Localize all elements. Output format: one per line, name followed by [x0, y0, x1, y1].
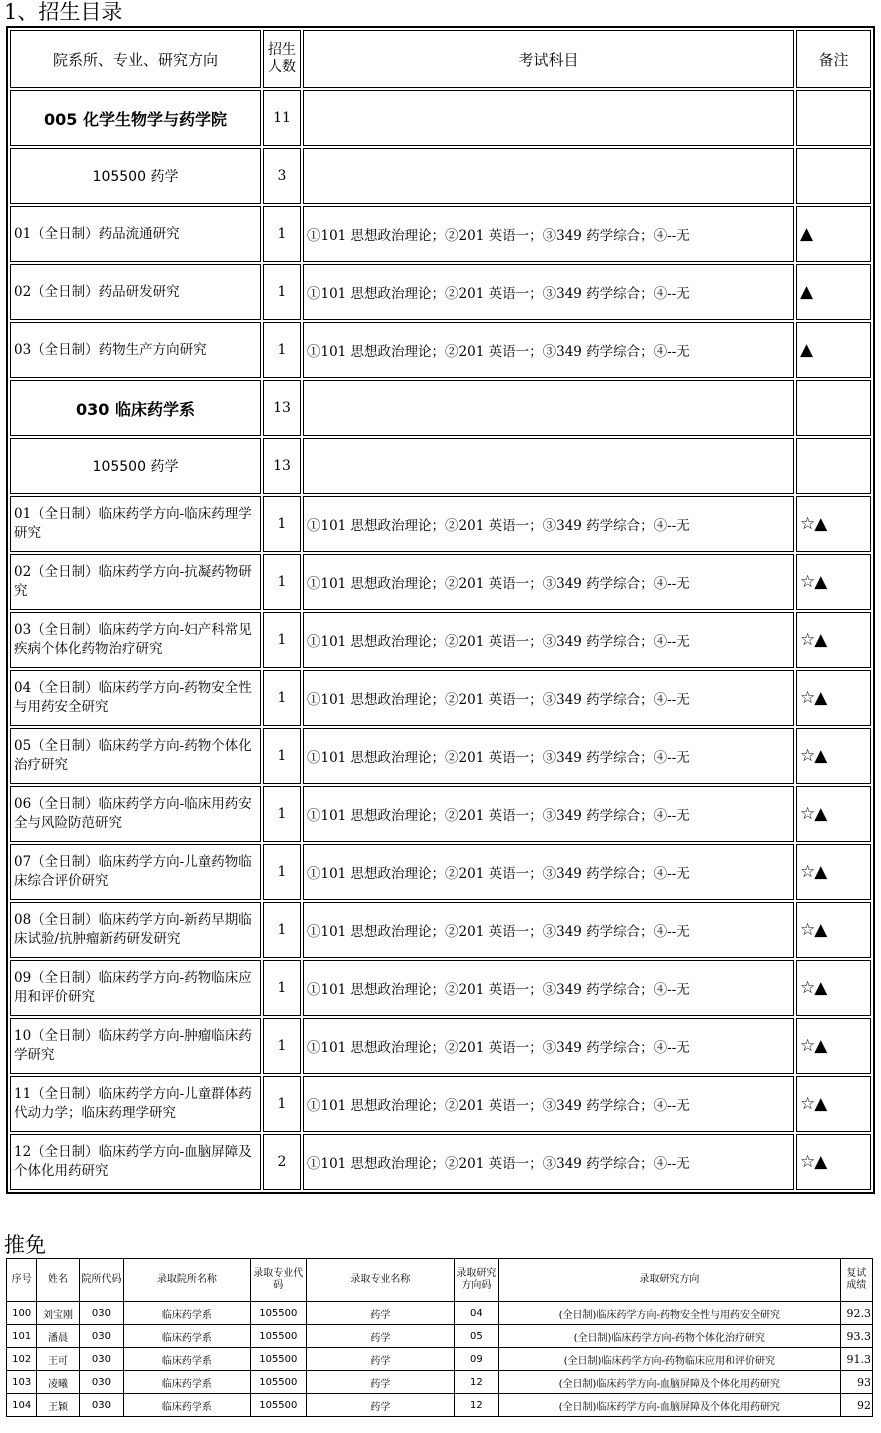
catalog-row-dept: [10, 380, 871, 436]
admission-row: [7, 1302, 873, 1325]
catalog-count-cell: 1: [263, 1018, 301, 1074]
catalog-program-cell: 105500 药学: [10, 438, 261, 494]
catalog-note-cell: [796, 438, 871, 494]
catalog-note-cell: ▲: [796, 322, 871, 378]
catalog-note-cell: ▲: [796, 264, 871, 320]
catalog-subjects-cell: ①101 思想政治理论；②201 英语一；③349 药学综合；④--无: [303, 554, 794, 610]
admission-cell: 临床药学系: [124, 1394, 250, 1417]
catalog-subjects-cell: ①101 思想政治理论；②201 英语一；③349 药学综合；④--无: [303, 844, 794, 900]
catalog-subjects-cell: [303, 90, 794, 146]
catalog-program-cell: 105500 药学: [10, 148, 261, 204]
header-remarks: 备注: [796, 30, 871, 88]
catalog-row-dir: [10, 322, 871, 378]
catalog-row-dir: [10, 554, 871, 610]
admission-cell: 临床药学系: [124, 1348, 250, 1371]
admission-cell: 104: [7, 1394, 37, 1417]
catalog-subjects-cell: ①101 思想政治理论；②201 英语一；③349 药学综合；④--无: [303, 1018, 794, 1074]
catalog-count-cell: 1: [263, 612, 301, 668]
catalog-subjects-cell: [303, 380, 794, 436]
header-subjects: 考试科目: [303, 30, 794, 88]
admission-header-cell: 序号: [7, 1259, 37, 1302]
admission-cell: 91.3: [840, 1348, 872, 1371]
catalog-subjects-cell: ①101 思想政治理论；②201 英语一；③349 药学综合；④--无: [303, 612, 794, 668]
catalog-note-cell: ☆▲: [796, 612, 871, 668]
catalog-row-dept: [10, 90, 871, 146]
admission-cell: 102: [7, 1348, 37, 1371]
admission-row: [7, 1325, 873, 1348]
catalog-note-cell: ☆▲: [796, 554, 871, 610]
admission-cell: 105500: [250, 1371, 307, 1394]
catalog-program-cell: 07（全日制）临床药学方向-儿童药物临床综合评价研究: [10, 844, 261, 900]
catalog-subjects-cell: ①101 思想政治理论；②201 英语一；③349 药学综合；④--无: [303, 496, 794, 552]
catalog-count-cell: 1: [263, 496, 301, 552]
admission-cell: 103: [7, 1371, 37, 1394]
admission-row: [7, 1371, 873, 1394]
admission-cell: 王颖: [37, 1394, 79, 1417]
catalog-note-cell: ☆▲: [796, 902, 871, 958]
admission-cell: 93: [840, 1371, 872, 1394]
admission-header-cell: 录取专业代码: [250, 1259, 307, 1302]
admission-cell: 05: [454, 1325, 498, 1348]
catalog-note-cell: [796, 380, 871, 436]
catalog-count-cell: 1: [263, 322, 301, 378]
catalog-row-major: [10, 438, 871, 494]
admission-cell: (全日制)临床药学方向-血脑屏障及个体化用药研究: [499, 1371, 841, 1394]
catalog-count-cell: 1: [263, 960, 301, 1016]
admission-table: [6, 1258, 873, 1417]
catalog-row-dir: [10, 496, 871, 552]
catalog-note-cell: ☆▲: [796, 960, 871, 1016]
catalog-subjects-cell: [303, 148, 794, 204]
catalog-count-cell: 1: [263, 728, 301, 784]
admission-cell: 04: [454, 1302, 498, 1325]
catalog-count-cell: 13: [263, 438, 301, 494]
catalog-program-cell: 04（全日制）临床药学方向-药物安全性与用药安全研究: [10, 670, 261, 726]
catalog-program-cell: 005 化学生物学与药学院: [10, 90, 261, 146]
admission-cell: (全日制)临床药学方向-药物临床应用和评价研究: [499, 1348, 841, 1371]
catalog-count-cell: 1: [263, 844, 301, 900]
admission-cell: 105500: [250, 1325, 307, 1348]
catalog-program-cell: 08（全日制）临床药学方向-新药早期临床试验/抗肿瘤新药研发研究: [10, 902, 261, 958]
catalog-subjects-cell: [303, 438, 794, 494]
catalog-program-cell: 02（全日制）临床药学方向-抗凝药物研究: [10, 554, 261, 610]
admission-header-cell: 院所代码: [79, 1259, 123, 1302]
catalog-count-cell: 1: [263, 554, 301, 610]
admission-cell: 030: [79, 1302, 123, 1325]
admission-header-cell: 录取院所名称: [124, 1259, 250, 1302]
catalog-count-cell: 1: [263, 264, 301, 320]
admission-cell: 030: [79, 1394, 123, 1417]
admission-cell: 09: [454, 1348, 498, 1371]
catalog-count-cell: 13: [263, 380, 301, 436]
admission-cell: 刘宝刚: [37, 1302, 79, 1325]
admission-header-cell: 录取研究方向码: [454, 1259, 498, 1302]
catalog-row-dir: [10, 206, 871, 262]
catalog-row-dir: [10, 786, 871, 842]
catalog-program-cell: 05（全日制）临床药学方向-药物个体化治疗研究: [10, 728, 261, 784]
section-title-recommended: 推免: [4, 1233, 46, 1257]
catalog-row-dir: [10, 1076, 871, 1132]
catalog-note-cell: [796, 148, 871, 204]
admission-header-cell: 录取专业名称: [307, 1259, 455, 1302]
catalog-program-cell: 03（全日制）药物生产方向研究: [10, 322, 261, 378]
admission-cell: 王可: [37, 1348, 79, 1371]
admission-cell: 药学: [307, 1302, 455, 1325]
catalog-row-dir: [10, 1134, 871, 1190]
catalog-note-cell: [796, 90, 871, 146]
admission-cell: 药学: [307, 1348, 455, 1371]
catalog-count-cell: 1: [263, 670, 301, 726]
catalog-program-cell: 030 临床药学系: [10, 380, 261, 436]
catalog-program-cell: 02（全日制）药品研发研究: [10, 264, 261, 320]
catalog-count-cell: 2: [263, 1134, 301, 1190]
catalog-count-cell: 1: [263, 206, 301, 262]
catalog-subjects-cell: ①101 思想政治理论；②201 英语一；③349 药学综合；④--无: [303, 264, 794, 320]
catalog-row-dir: [10, 902, 871, 958]
admission-header-row: [7, 1259, 873, 1302]
catalog-count-cell: 1: [263, 1076, 301, 1132]
admission-cell: 临床药学系: [124, 1371, 250, 1394]
catalog-subjects-cell: ①101 思想政治理论；②201 英语一；③349 药学综合；④--无: [303, 786, 794, 842]
catalog-count-cell: 11: [263, 90, 301, 146]
catalog-subjects-cell: ①101 思想政治理论；②201 英语一；③349 药学综合；④--无: [303, 1076, 794, 1132]
catalog-row-dir: [10, 670, 871, 726]
admission-row: [7, 1348, 873, 1371]
catalog-program-cell: 01（全日制）药品流通研究: [10, 206, 261, 262]
admission-cell: 101: [7, 1325, 37, 1348]
catalog-row-dir: [10, 612, 871, 668]
catalog-count-cell: 3: [263, 148, 301, 204]
catalog-subjects-cell: ①101 思想政治理论；②201 英语一；③349 药学综合；④--无: [303, 670, 794, 726]
catalog-program-cell: 09（全日制）临床药学方向-药物临床应用和评价研究: [10, 960, 261, 1016]
catalog-note-cell: ☆▲: [796, 844, 871, 900]
catalog-note-cell: ☆▲: [796, 670, 871, 726]
catalog-row-dir: [10, 960, 871, 1016]
catalog-program-cell: 01（全日制）临床药学方向-临床药理学研究: [10, 496, 261, 552]
admission-cell: (全日制)临床药学方向-药物安全性与用药安全研究: [499, 1302, 841, 1325]
catalog-program-cell: 06（全日制）临床药学方向-临床用药安全与风险防范研究: [10, 786, 261, 842]
catalog-subjects-cell: ①101 思想政治理论；②201 英语一；③349 药学综合；④--无: [303, 322, 794, 378]
catalog-program-cell: 11（全日制）临床药学方向-儿童群体药代动力学；临床药理学研究: [10, 1076, 261, 1132]
catalog-note-cell: ☆▲: [796, 1076, 871, 1132]
catalog-header-row: [10, 30, 871, 88]
catalog-count-cell: 1: [263, 902, 301, 958]
admission-cell: 凌曦: [37, 1371, 79, 1394]
catalog-row-dir: [10, 728, 871, 784]
catalog-subjects-cell: ①101 思想政治理论；②201 英语一；③349 药学综合；④--无: [303, 902, 794, 958]
catalog-note-cell: ☆▲: [796, 728, 871, 784]
catalog-table: [6, 26, 875, 1194]
catalog-note-cell: ▲: [796, 206, 871, 262]
admission-cell: 030: [79, 1348, 123, 1371]
catalog-row-dir: [10, 264, 871, 320]
admission-header-cell: 复试成绩: [840, 1259, 872, 1302]
catalog-subjects-cell: ①101 思想政治理论；②201 英语一；③349 药学综合；④--无: [303, 206, 794, 262]
admission-cell: 临床药学系: [124, 1302, 250, 1325]
admission-cell: 92: [840, 1394, 872, 1417]
section-title-catalog: 1、招生目录: [4, 0, 123, 24]
admission-cell: 105500: [250, 1348, 307, 1371]
admission-cell: 12: [454, 1371, 498, 1394]
catalog-note-cell: ☆▲: [796, 1018, 871, 1074]
admission-cell: (全日制)临床药学方向-药物个体化治疗研究: [499, 1325, 841, 1348]
header-count: 招生人数: [263, 30, 301, 88]
catalog-row-dir: [10, 1018, 871, 1074]
admission-cell: 药学: [307, 1394, 455, 1417]
admission-cell: 93.3: [840, 1325, 872, 1348]
admission-cell: 12: [454, 1394, 498, 1417]
catalog-note-cell: ☆▲: [796, 496, 871, 552]
catalog-count-cell: 1: [263, 786, 301, 842]
admission-cell: 105500: [250, 1394, 307, 1417]
admission-row: [7, 1394, 873, 1417]
admission-cell: 药学: [307, 1325, 455, 1348]
catalog-note-cell: ☆▲: [796, 786, 871, 842]
admission-cell: 030: [79, 1325, 123, 1348]
catalog-subjects-cell: ①101 思想政治理论；②201 英语一；③349 药学综合；④--无: [303, 960, 794, 1016]
admission-cell: 药学: [307, 1371, 455, 1394]
catalog-subjects-cell: ①101 思想政治理论；②201 英语一；③349 药学综合；④--无: [303, 728, 794, 784]
catalog-program-cell: 12（全日制）临床药学方向-血脑屏障及个体化用药研究: [10, 1134, 261, 1190]
catalog-row-dir: [10, 844, 871, 900]
admission-cell: 潘晨: [37, 1325, 79, 1348]
admission-cell: 92.3: [840, 1302, 872, 1325]
catalog-row-major: [10, 148, 871, 204]
admission-cell: 100: [7, 1302, 37, 1325]
admission-cell: 030: [79, 1371, 123, 1394]
catalog-note-cell: ☆▲: [796, 1134, 871, 1190]
admission-header-cell: 姓名: [37, 1259, 79, 1302]
catalog-program-cell: 03（全日制）临床药学方向-妇产科常见疾病个体化药物治疗研究: [10, 612, 261, 668]
catalog-program-cell: 10（全日制）临床药学方向-肿瘤临床药学研究: [10, 1018, 261, 1074]
admission-cell: (全日制)临床药学方向-血脑屏障及个体化用药研究: [499, 1394, 841, 1417]
header-program: 院系所、专业、研究方向: [10, 30, 261, 88]
admission-header-cell: 录取研究方向: [499, 1259, 841, 1302]
catalog-subjects-cell: ①101 思想政治理论；②201 英语一；③349 药学综合；④--无: [303, 1134, 794, 1190]
admission-cell: 临床药学系: [124, 1325, 250, 1348]
admission-cell: 105500: [250, 1302, 307, 1325]
